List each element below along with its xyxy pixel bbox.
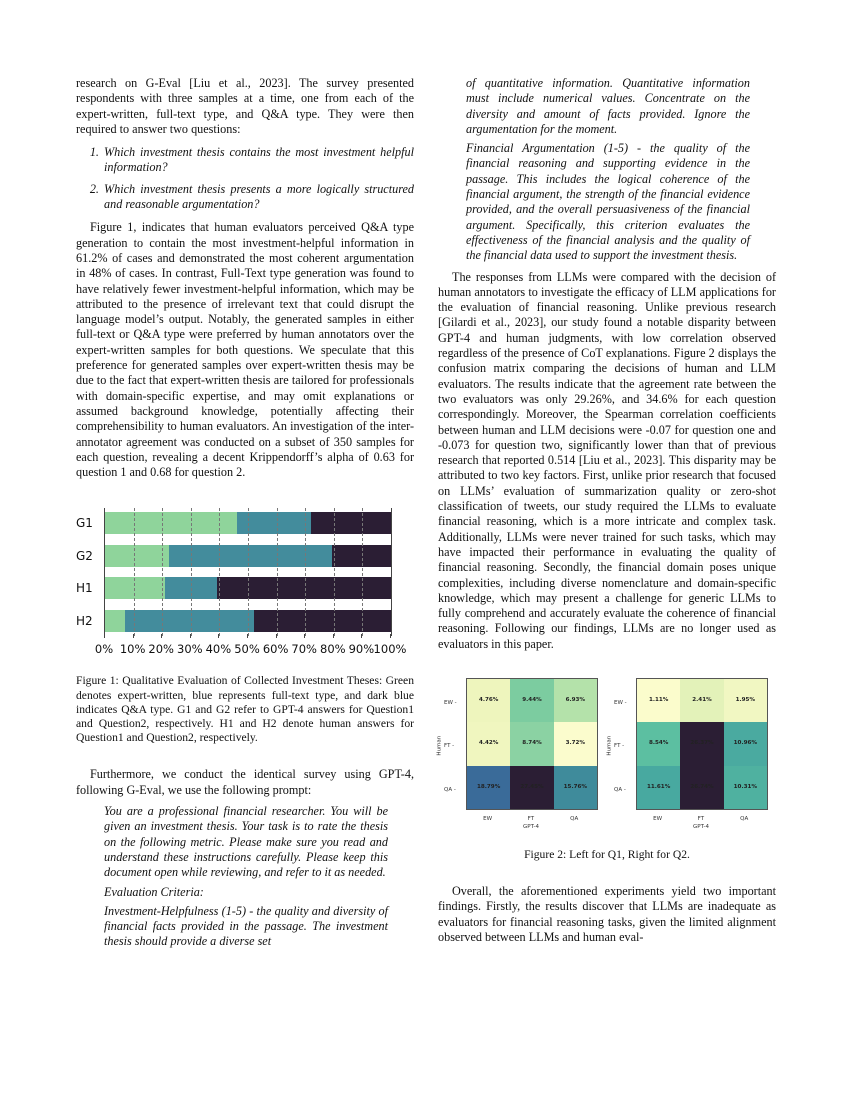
heatmap-cell: 26.37% xyxy=(680,722,723,765)
heatmap-cell: 18.79% xyxy=(467,766,510,809)
prompt-helpfulness-continued: of quantitative information. Quantitative information must include numerical values. Concentrate on the diversity and amount of facts provided. Ignore the argumentation for the moment. xyxy=(466,76,750,136)
row-label: EW - xyxy=(444,699,457,706)
gridline xyxy=(219,508,220,636)
x-tick-label: 50% xyxy=(234,642,260,657)
right-column xyxy=(438,76,776,945)
survey-questions-list xyxy=(76,145,414,212)
llm-comparison-paragraph: The responses from LLMs were compared with the decision of human annotators to investigate the efficacy of LLM applications for the evaluation of financial reasoning. Unlike previous research [Gilardi et al., 2023], our study found a notable disparity between GPT-4 and human judgments, with low correlation observed regardless of the presence of CoT explanations. Figure 2 displays the confusion matrix comparing the decisions of human and LLM evaluators. The results indicate that the agreement rate between the two evaluators was only 29.26%, and 34.6% for each question correspondingly. Moreover, the Spearman correlation coefficients between human and LLM decisions were -0.07 for question one and -0.073 for question two, significantly lower than that of previous research that reported 0.514 [Liu et al., 2023]. This disparity may be attributed to two key factors. First, unlike prior research that focused on LLMs’ evaluation of summarization quality or zero-shot classification of tweets, our study required the LLMs to evaluate financial reasoning, which is a more intricate and complex task. Additionally, LLMs were never trained for such tasks, which may have impacted their performance in evaluating the quality of financial reasoning. Secondly, the financial domain poses unique complexities, including diverse nomenclature and domain-specific knowledge, which may present a challenge for generic LLMs to fully comprehend and accurately evaluate the coherence of financial reasoning. Following our findings, LLMs are no longer used as evaluators in this paper. xyxy=(438,269,776,651)
x-tick-label: 80% xyxy=(320,642,346,657)
x-tick-label: 30% xyxy=(177,642,203,657)
heatmap-cell: 2.41% xyxy=(680,679,723,722)
figure2-caption: Figure 2: Left for Q1, Right for Q2. xyxy=(524,847,690,861)
column-label: EW xyxy=(483,815,493,822)
prompt-block-continued xyxy=(466,76,750,264)
x-tick-label: 60% xyxy=(262,642,289,657)
bar-segment xyxy=(217,577,391,599)
x-tick-label: 70% xyxy=(291,642,317,657)
prompt-block xyxy=(104,804,388,950)
figure2-confusion-matrices xyxy=(438,672,776,842)
prompt-helpfulness-criterion: Investment-Helpfulness (1-5) - the quality and diversity of financial facts provided in the passage. The investment thesis should provide a diverse set xyxy=(104,903,388,949)
gridline xyxy=(191,508,192,636)
gridline xyxy=(248,508,249,636)
heatmap-cell: 27.45% xyxy=(510,766,553,809)
column-label: EW xyxy=(653,815,663,822)
y-tick-label: H1 xyxy=(76,581,93,596)
gpt4-survey-paragraph: Furthermore, we conduct the identical survey using GPT-4, following G-Eval, we use the following prompt: xyxy=(76,767,414,797)
column-label: FT xyxy=(697,815,705,822)
bar-segment xyxy=(169,545,332,567)
x-tick-label: 90% xyxy=(348,642,375,657)
confusion-matrix-q1 xyxy=(438,678,588,828)
row-label: QA - xyxy=(614,786,626,793)
x-tick-label: 100% xyxy=(373,642,407,657)
heatmap-cell: 4.42% xyxy=(467,722,510,765)
heatmap-grid xyxy=(636,678,768,810)
column-label: QA xyxy=(570,815,579,822)
x-axis-title: GPT-4 xyxy=(523,823,539,830)
row-label: EW - xyxy=(614,699,627,706)
heatmap-grid xyxy=(466,678,598,810)
intro-paragraph: research on G-Eval [Liu et al., 2023]. The survey presented respondents with three samples at a time, one from each of the expert-written, full-text type, and Q&A type. They were then required to answer two questions: xyxy=(76,76,414,136)
bar-segment xyxy=(125,610,254,632)
figure1-caption: Figure 1: Qualitative Evaluation of Collected Investment Theses: Green denotes expert-written, blue represents full-text type, and dark blue indicates Q&A type. G1 and G2 refer to GPT-4 answers for Question1 and Question2, respectively. H1 and H2 denote human answers for Question1 and Question2, respectively. xyxy=(76,674,414,745)
heatmap-cell: 10.96% xyxy=(724,722,767,765)
heatmap-cell: 3.72% xyxy=(554,722,597,765)
question-2: 2. Which investment thesis presents a more logically structured and reasonable argumentation? xyxy=(102,182,414,213)
gridline xyxy=(162,508,163,636)
bar-segment xyxy=(311,512,391,534)
left-column xyxy=(76,76,414,954)
gridline xyxy=(362,508,363,636)
column-label: QA xyxy=(740,815,749,822)
heatmap-cell: 1.11% xyxy=(637,679,680,722)
x-tick-mark xyxy=(104,634,105,638)
bar-segment xyxy=(105,577,165,599)
x-tick-mark xyxy=(390,634,391,638)
x-tick-label: 0% xyxy=(94,642,114,657)
prompt-intro: You are a professional financial researcher. You will be given an investment thesis. Your task is to rate the thesis on the following metric. Please make sure you read and understand these instructions carefully. Please keep this document open while reviewing, and refer to it as needed. xyxy=(104,804,388,880)
figure1-discussion-paragraph: Figure 1, indicates that human evaluators perceived Q&A type generation to contain the most investment-helpful information in 61.2% of cases and demonstrated the most coherent argumentation in 48% of cases. In contrast, Full-Text type generation was found to have relatively fewer investment-helpful information, which may be attributed to the presence of irrelevant text that could disrupt the language model’s output. Notably, the generated samples in either full-text or Q&A type were preferred by human annotators over the expert-written samples for both questions. We speculate that this preference for generated samples over expert-written thesis may be due to the fact that expert-written thesis are tailored for professionals with domain-specific expertise, and may omit explanations or assumed background knowledge, potentially affecting their comprehensibility to human evaluators. An investigation of the inter-annotator agreement was conducted on a subset of 350 samples for each question, revealing a decent Krippendorff’s alpha of 0.63 for question 1 and 0.68 for question 2. xyxy=(76,220,414,480)
row-label: FT - xyxy=(444,743,455,750)
y-axis-title: Human xyxy=(606,735,613,756)
overall-findings-paragraph: Overall, the aforementioned experiments yield two important findings. Firstly, the results discover that LLMs are inadequate as evaluators for financial reasoning tasks, given the limited alignment observed between LLMs and human eval- xyxy=(438,884,776,945)
x-tick-label: 10% xyxy=(119,642,146,657)
column-label: FT xyxy=(527,815,535,822)
gridline xyxy=(305,508,306,636)
gridline xyxy=(334,508,335,636)
gridline xyxy=(277,508,278,636)
heatmap-cell: 8.74% xyxy=(510,722,553,765)
heatmap-cell: 10.31% xyxy=(724,766,767,809)
heatmap-cell: 1.95% xyxy=(724,679,767,722)
bar-segment xyxy=(105,545,169,567)
question-1: 1. Which investment thesis contains the most investment helpful information? xyxy=(102,145,414,176)
prompt-argumentation-criterion: Financial Argumentation (1-5) - the quality of the financial reasoning and supporting evidence in the passage. This includes the logical coherence of the financial argument, the strength of the financial evidence provided, and the overall persuasiveness of the financial argument. Specifically, this criterion evaluates the effectiveness of the financial analysis and the quality of the financial data used to support the investment thesis. xyxy=(466,141,750,263)
y-tick-label: G1 xyxy=(76,516,93,531)
x-tick-label: 40% xyxy=(205,642,232,657)
heatmap-cell: 11.61% xyxy=(637,766,680,809)
bar-chart-plot-area xyxy=(104,508,392,636)
confusion-matrix-q2 xyxy=(608,678,758,828)
prompt-criteria-heading: Evaluation Criteria: xyxy=(104,884,204,899)
x-axis-title: GPT-4 xyxy=(693,823,709,830)
heatmap-cell: 4.76% xyxy=(467,679,510,722)
heatmap-cell: 8.54% xyxy=(637,722,680,765)
heatmap-cell: 15.76% xyxy=(554,766,597,809)
row-label: QA - xyxy=(444,786,456,793)
bar-segment xyxy=(105,512,237,534)
y-tick-label: G2 xyxy=(76,548,93,563)
y-tick-label: H2 xyxy=(76,613,93,628)
row-label: FT - xyxy=(614,743,625,750)
gridline xyxy=(134,508,135,636)
bar-segment xyxy=(254,610,391,632)
heatmap-cell: 26.74% xyxy=(680,766,723,809)
bar-segment xyxy=(105,610,125,632)
figure1-stacked-bar-chart xyxy=(76,504,414,664)
heatmap-cell: 9.44% xyxy=(510,679,553,722)
x-tick-label: 20% xyxy=(148,642,174,657)
y-axis-title: Human xyxy=(436,735,443,756)
heatmap-cell: 6.93% xyxy=(554,679,597,722)
